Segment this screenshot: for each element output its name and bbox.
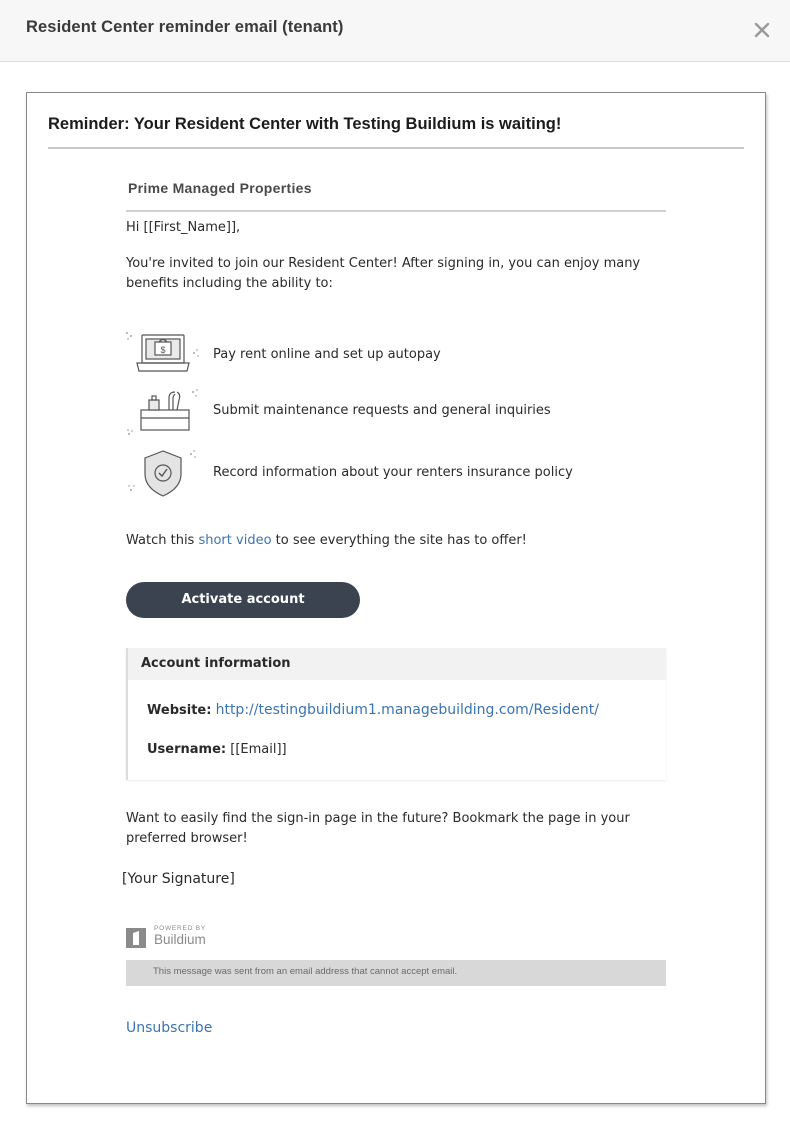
powered-by-text: POWERED BY: [154, 925, 207, 932]
activate-account-button[interactable]: Activate account: [126, 582, 360, 618]
modal-header: [0, 0, 790, 62]
powered-brand: Buildium: [154, 932, 206, 947]
website-label: Website:: [147, 703, 212, 718]
video-prefix: Watch this: [126, 533, 199, 548]
username-row: [147, 742, 287, 757]
video-suffix: to see everything the site has to offer!: [271, 533, 527, 548]
benefit-insurance: Record information about your renters insurance policy: [213, 465, 573, 480]
website-link[interactable]: http://testingbuildium1.managebuilding.com/Resident/: [215, 702, 599, 718]
signature: [Your Signature]: [122, 871, 235, 887]
powered-by-logo: [126, 925, 226, 951]
footer-note: This message was sent from an email address that cannot accept email.: [153, 966, 458, 977]
toolbox-icon: [125, 388, 201, 440]
footer-bar: [126, 960, 666, 986]
close-button[interactable]: [750, 18, 774, 42]
account-info-box: [126, 648, 666, 780]
username-value: [[Email]]: [230, 742, 287, 757]
email-preview: [26, 92, 766, 1104]
shield-check-icon: [125, 448, 201, 498]
intro-text: You're invited to join our Resident Center! After signing in, you can enjoy many benefits including the ability to:: [126, 256, 641, 291]
buildium-logo-icon: [126, 928, 146, 948]
laptop-payment-icon: [125, 331, 201, 383]
company-name: Prime Managed Properties: [128, 180, 312, 196]
short-video-link[interactable]: short video: [198, 533, 272, 548]
account-info-heading: Account information: [141, 656, 291, 671]
unsubscribe-link[interactable]: Unsubscribe: [126, 1020, 213, 1036]
svg-text:$: $: [160, 345, 166, 355]
modal-title: Resident Center reminder email (tenant): [26, 18, 344, 36]
greeting: Hi [[First_Name]],: [126, 220, 241, 235]
close-icon: [750, 18, 774, 42]
company-divider: [126, 210, 666, 212]
email-subject: Reminder: Your Resident Center with Testing Buildium is waiting!: [48, 115, 562, 133]
video-line: [126, 531, 527, 551]
benefit-pay-rent: Pay rent online and set up autopay: [213, 347, 441, 362]
username-label: Username:: [147, 742, 227, 757]
website-row: [147, 702, 599, 718]
subject-divider: [48, 147, 744, 149]
benefit-maintenance: Submit maintenance requests and general inquiries: [213, 403, 551, 418]
bookmark-note: Want to easily find the sign-in page in the future? Bookmark the page in your preferred browser!: [126, 811, 630, 846]
account-info-header: [128, 648, 666, 680]
